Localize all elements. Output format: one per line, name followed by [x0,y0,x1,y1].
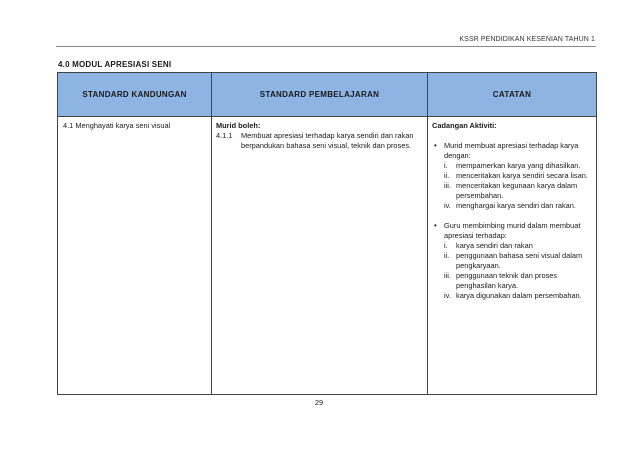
activity-bullet [432,221,592,301]
list-item-number: iv. [444,201,451,210]
list-item [444,201,592,211]
table-row [58,117,597,395]
kandungan-text: 4.1 Menghayati karya seni visual [63,121,171,130]
list-item-text: menceritakan karya sendiri secara lisan. [456,171,588,180]
list-item [444,181,592,201]
list-item-number: i. [444,241,448,250]
bullet-icon: • [434,221,437,230]
list-item-text: karya sendiri dan rakan [456,241,533,250]
standard-item [216,131,423,151]
pembelajaran-intro: Murid boleh: [216,121,261,130]
list-item [444,171,592,181]
document-header: KSSR PENDIDIKAN KESENIAN TAHUN 1 [459,36,595,43]
activity-sub-list [444,161,592,211]
column-header-kandungan: STANDARD KANDUNGAN [58,73,212,117]
standard-item-text: Membuat apresiasi terhadap karya sendiri dan rakan berpandukan bahasa seni visual, teknik dan proses. [241,131,414,150]
activity-sub-list [444,241,592,301]
kandungan-cell [58,117,212,395]
catatan-cell [428,117,597,395]
bullet-text: Guru membimbing murid dalam membuat apresiasi terhadap: [444,221,581,240]
list-item [444,291,592,301]
catatan-heading: Cadangan Aktiviti: [432,121,497,130]
list-item-text: karya digunakan dalam persembahan. [456,291,582,300]
bullet-text: Murid membuat apresiasi terhadap karya dengan: [444,141,579,160]
standard-item-number: 4.1.1 [216,131,233,140]
list-item-number: ii. [444,251,450,260]
list-item [444,271,592,291]
curriculum-table [57,72,597,395]
list-item-text: menghargai karya sendiri dan rakan. [456,201,576,210]
list-item [444,241,592,251]
column-header-pembelajaran: STANDARD PEMBELAJARAN [212,73,428,117]
activity-bullet [432,141,592,211]
pembelajaran-cell [212,117,428,395]
bullet-icon: • [434,141,437,150]
list-item-number: ii. [444,171,450,180]
list-item-text: penggunaan teknik dan proses penghasilan karya. [456,271,558,290]
list-item-text: menceritakan kegunaan karya dalam persembahan. [456,181,578,200]
list-item-number: i. [444,161,448,170]
list-item [444,161,592,171]
column-header-catatan: CATATAN [428,73,597,117]
table-header-row [58,73,597,117]
list-item-number: iii. [444,271,451,280]
list-item-number: iv. [444,291,451,300]
header-divider [56,46,596,47]
list-item-number: iii. [444,181,451,190]
list-item [444,251,592,271]
list-item-text: mempamerkan karya yang dihasilkan. [456,161,581,170]
page-number: 29 [314,398,324,407]
section-title: 4.0 MODUL APRESIASI SENI [58,60,172,69]
list-item-text: penggunaan bahasa seni visual dalam pengkaryaan. [456,251,583,270]
